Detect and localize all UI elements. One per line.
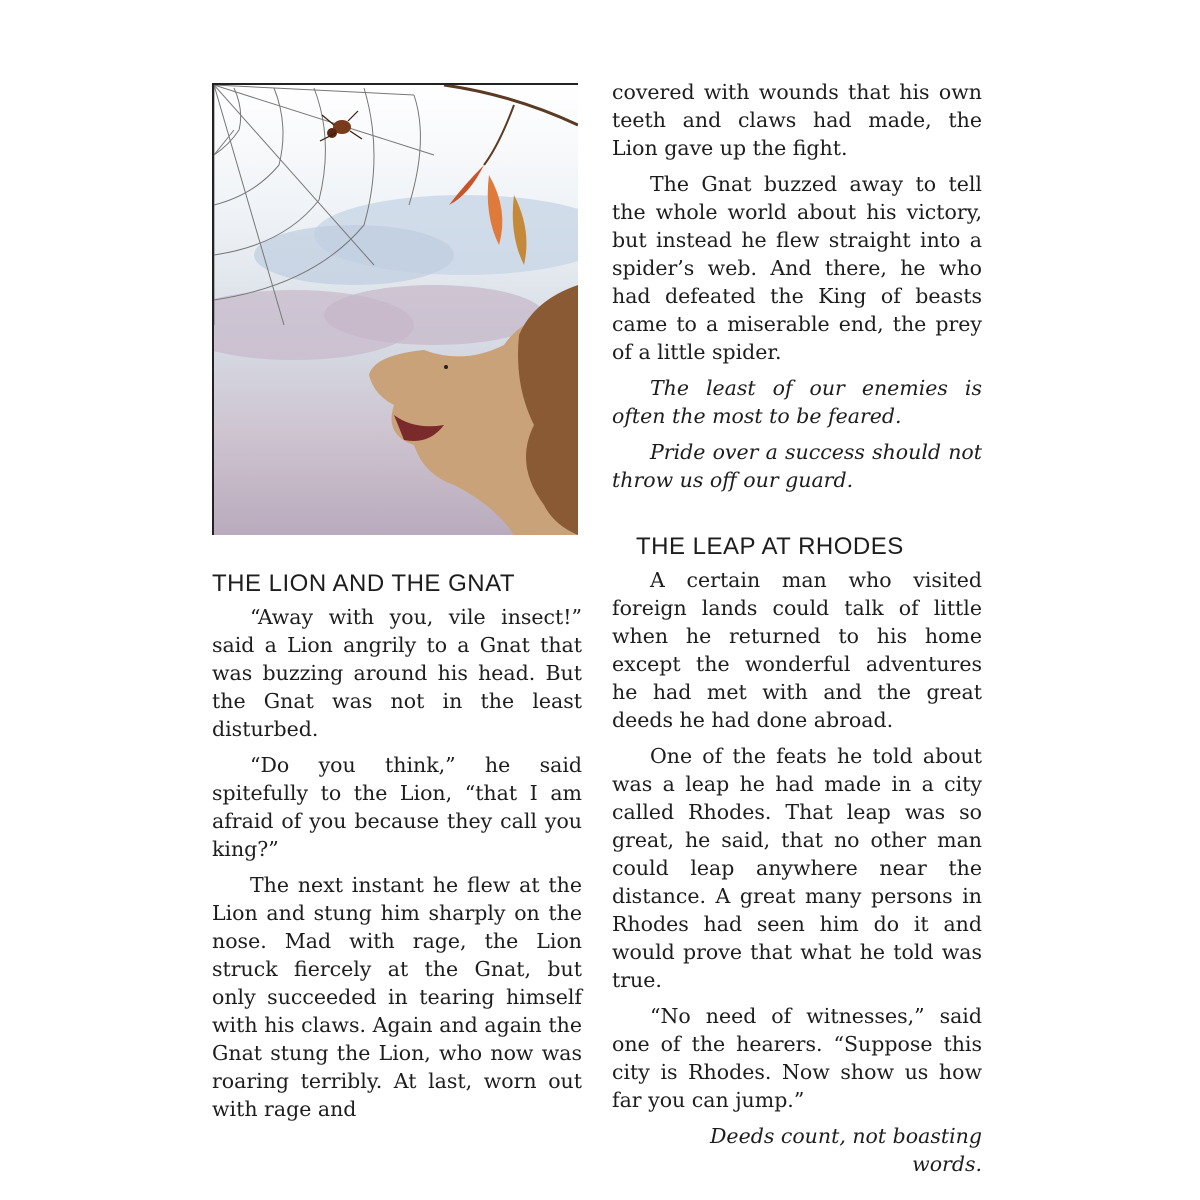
moral-text: The least of our enemies is often the most to be feared.	[612, 376, 982, 428]
paragraph: The Gnat buzzed away to tell the whole world about his victory, but instead he flew straight into a spider’s web. And there, he who had defeated the King of beasts came to a miserable end, the prey of a little spider.	[612, 172, 982, 364]
lion-and-gnat-illustration	[212, 83, 578, 535]
paragraph-continuation: covered with wounds that his own teeth and claws had made, the Lion gave up the fight.	[612, 80, 982, 160]
paragraph: A certain man who visited foreign lands could talk of little when he returned to his home except the wonderful adventures he had met with and the great deeds he had done abroad.	[612, 568, 982, 732]
paragraph: “Away with you, vile insect!” said a Lion angrily to a Gnat that was buzzing around his head. But the Gnat was not in the least disturbed.	[212, 605, 582, 741]
paragraph: “No need of witnesses,” said one of the hearers. “Suppose this city is Rhodes. Now show us how far you can jump.”	[612, 1004, 982, 1112]
story-title-lion-gnat: THE LION AND THE GNAT	[212, 570, 515, 597]
paragraph: One of the feats he told about was a leap he had made in a city called Rhodes. That leap was so great, he said, that no other man could leap anywhere near the distance. A great many persons in Rhodes had seen him do it and would prove that what he told was true.	[612, 744, 982, 992]
paragraph: The next instant he flew at the Lion and stung him sharply on the nose. Mad with rage, the Lion struck fiercely at the Gnat, but only succeeded in tearing himself with his claws. Again and again the Gnat stung the Lion, who now was roaring terribly. At last, worn out with rage and	[212, 873, 582, 1121]
moral-text: Deeds count, not boasting words.	[710, 1124, 982, 1176]
story-title-leap-rhodes: THE LEAP AT RHODES	[636, 533, 904, 560]
moral-text: Pride over a success should not throw us off our guard.	[612, 440, 982, 492]
right-column	[612, 78, 982, 1186]
left-column	[212, 78, 582, 1131]
paragraph: “Do you think,” he said spitefully to the Lion, “that I am afraid of you because they call you king?”	[212, 753, 582, 861]
